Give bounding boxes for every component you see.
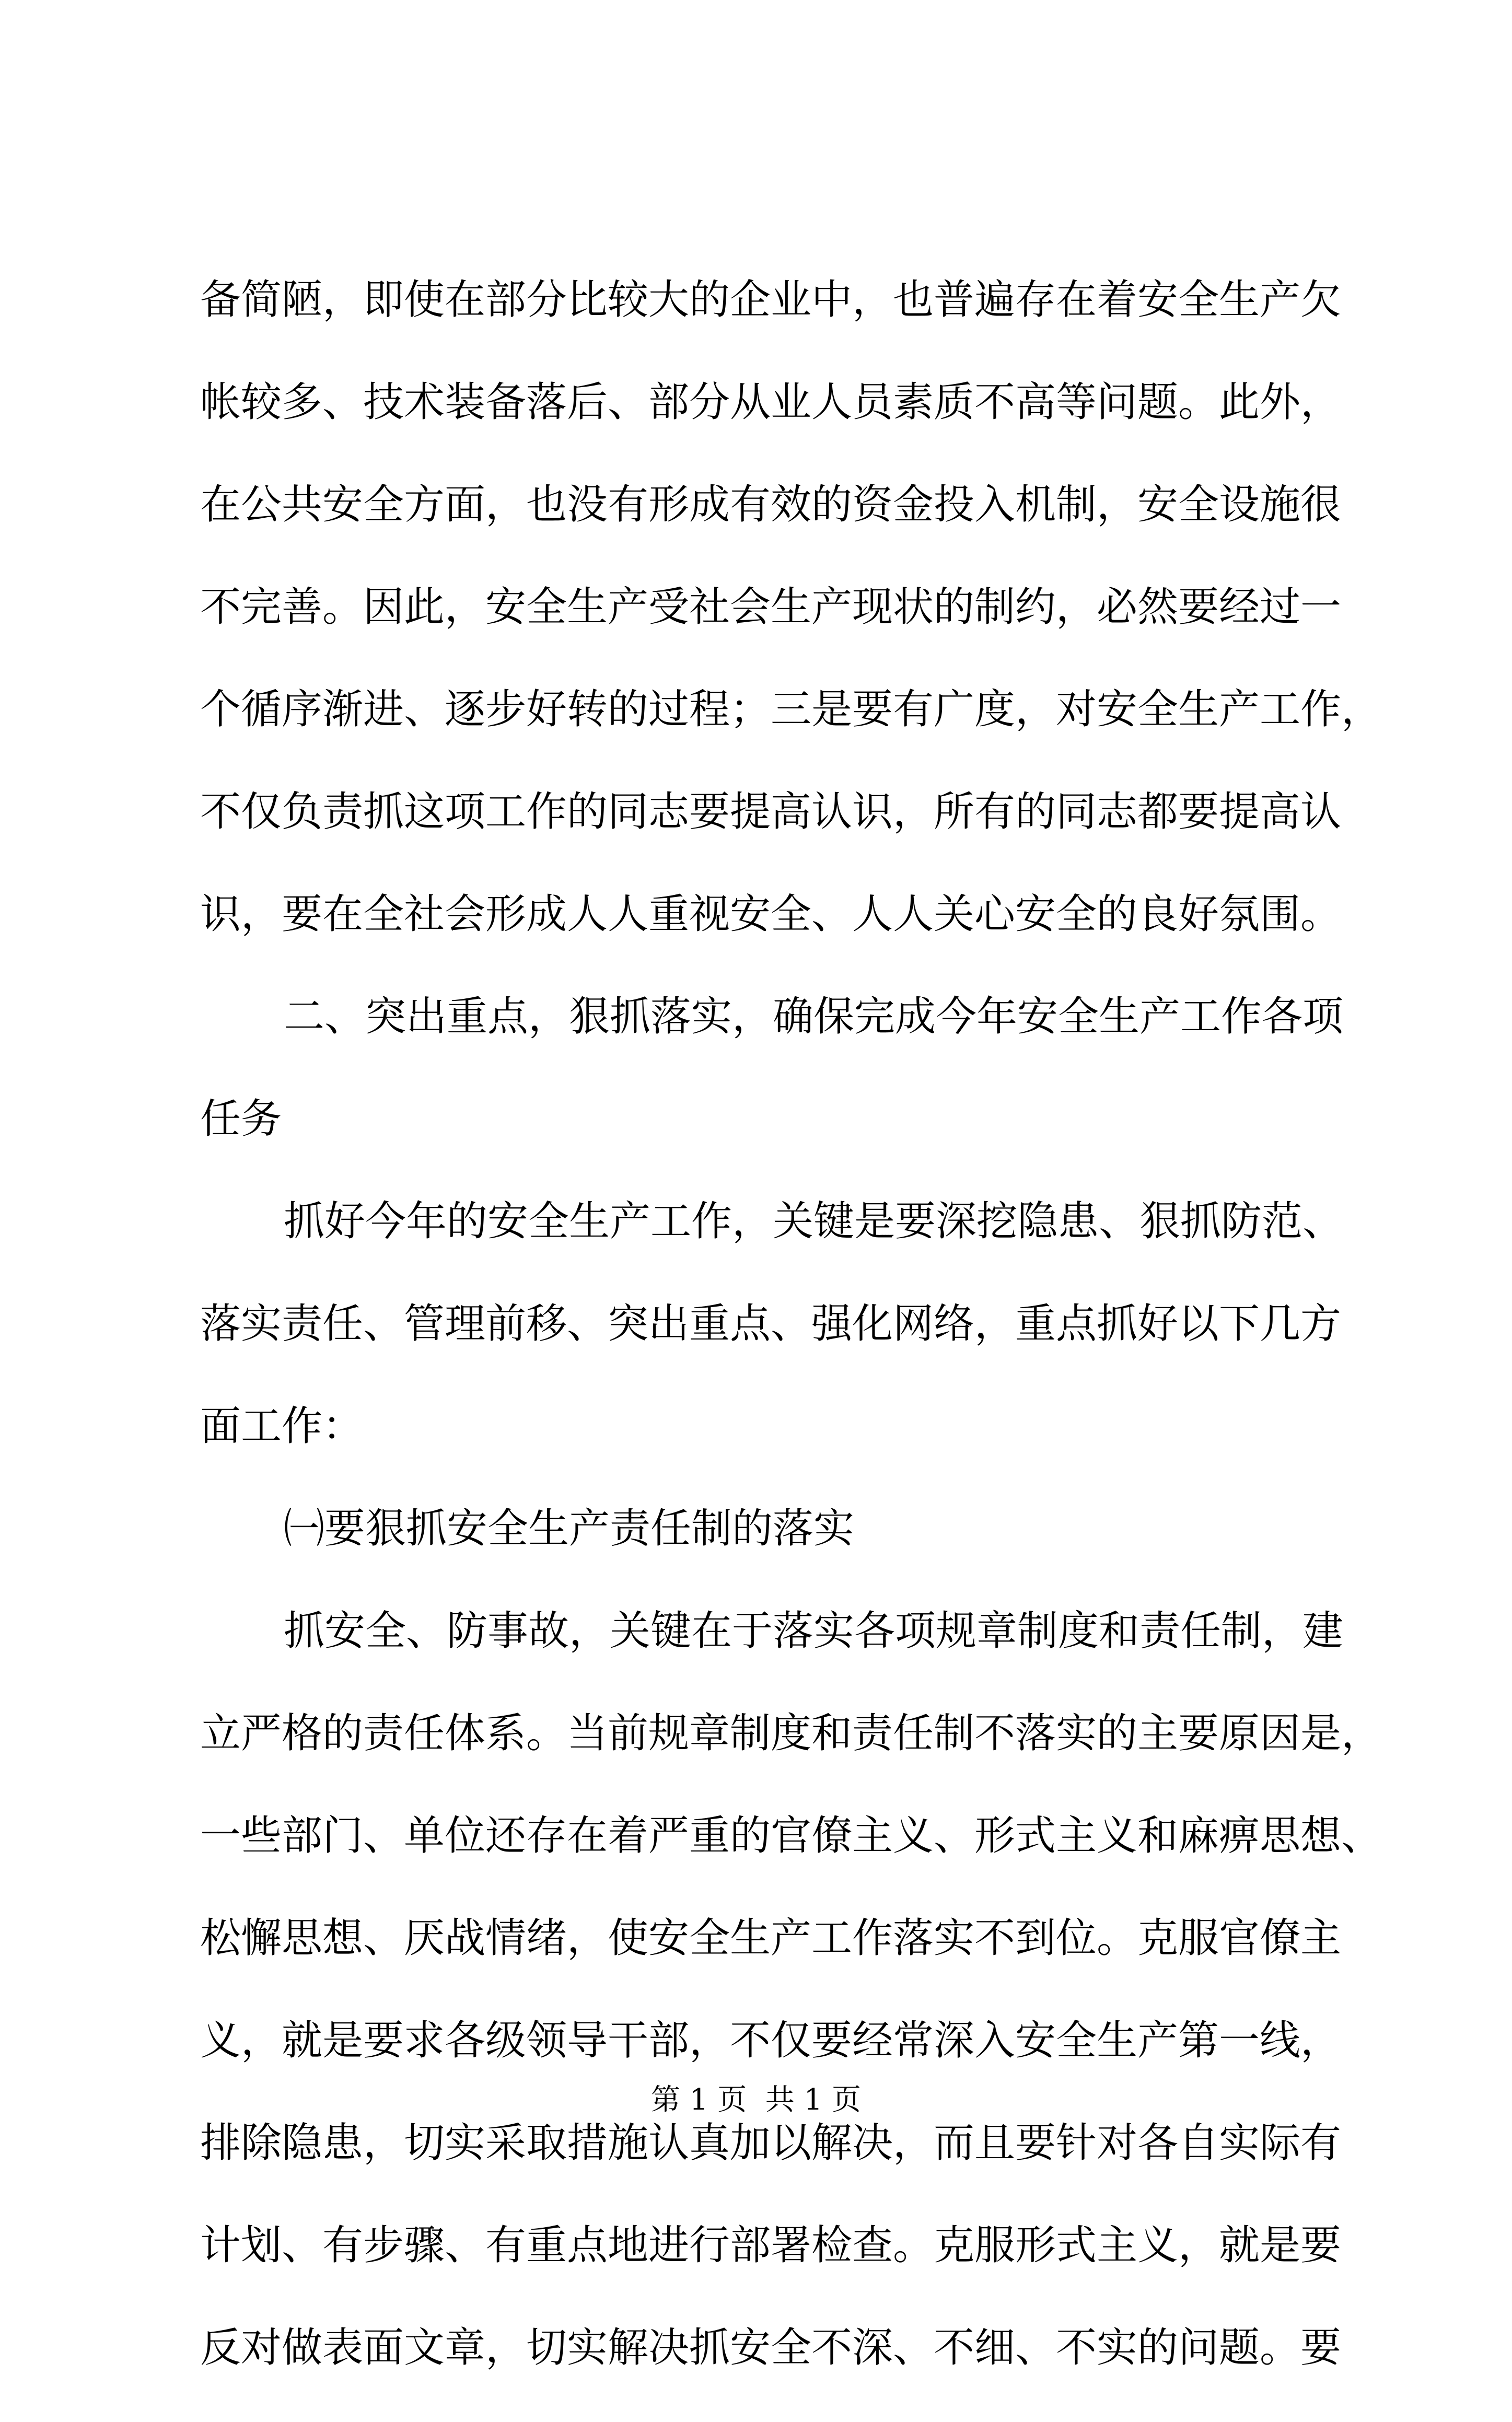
- text-line: 落实责任、管理前移、突出重点、强化网络，重点抓好以下几方: [200, 1300, 1342, 1347]
- text-line: 立严格的责任体系。当前规章制度和责任制不落实的主要原因是，: [200, 1710, 1382, 1757]
- text-line: 不完善。因此，安全生产受社会生产现状的制约，必然要经过一: [200, 584, 1342, 631]
- subsection-heading: ㈠要狠抓安全生产责任制的落实: [284, 1505, 855, 1552]
- section-heading-continuation: 任务: [200, 1096, 282, 1143]
- text-line: 反对做表面文章，切实解决抓安全不深、不细、不实的问题。要: [200, 2324, 1342, 2371]
- text-line: 帐较多、技术装备落后、部分从业人员素质不高等问题。此外，: [200, 379, 1342, 426]
- text-line: 义，就是要求各级领导干部，不仅要经常深入安全生产第一线，: [200, 2017, 1342, 2064]
- text-line: 排除隐患，切实采取措施认真加以解决，而且要针对各自实际有: [200, 2120, 1342, 2167]
- text-line: 松懈思想、厌战情绪，使安全生产工作落实不到位。克服官僚主: [200, 1915, 1342, 1962]
- text-line: 识，要在全社会形成人人重视安全、人人关心安全的良好氛围。: [200, 891, 1342, 938]
- text-line: 抓好今年的安全生产工作，关键是要深挖隐患、狠抓防范、: [284, 1198, 1344, 1245]
- text-line: 在公共安全方面，也没有形成有效的资金投入机制，安全设施很: [200, 481, 1342, 528]
- text-line: 面工作：: [200, 1403, 364, 1450]
- text-line: 不仅负责抓这项工作的同志要提高认识，所有的同志都要提高认: [200, 788, 1342, 835]
- section-heading: 二、突出重点，狠抓落实，确保完成今年安全生产工作各项: [284, 993, 1344, 1040]
- text-line: 计划、有步骤、有重点地进行部署检查。克服形式主义，就是要: [200, 2222, 1342, 2269]
- text-line: 备简陋，即使在部分比较大的企业中，也普遍存在着安全生产欠: [200, 276, 1342, 323]
- text-line: 一些部门、单位还存在着严重的官僚主义、形式主义和麻痹思想、: [200, 1812, 1382, 1859]
- page-number-footer: 第 1 页 共 1 页: [650, 2083, 862, 2117]
- text-line: 抓安全、防事故，关键在于落实各项规章制度和责任制，建: [284, 1608, 1344, 1655]
- text-line: 个循序渐进、逐步好转的过程；三是要有广度，对安全生产工作，: [200, 686, 1382, 733]
